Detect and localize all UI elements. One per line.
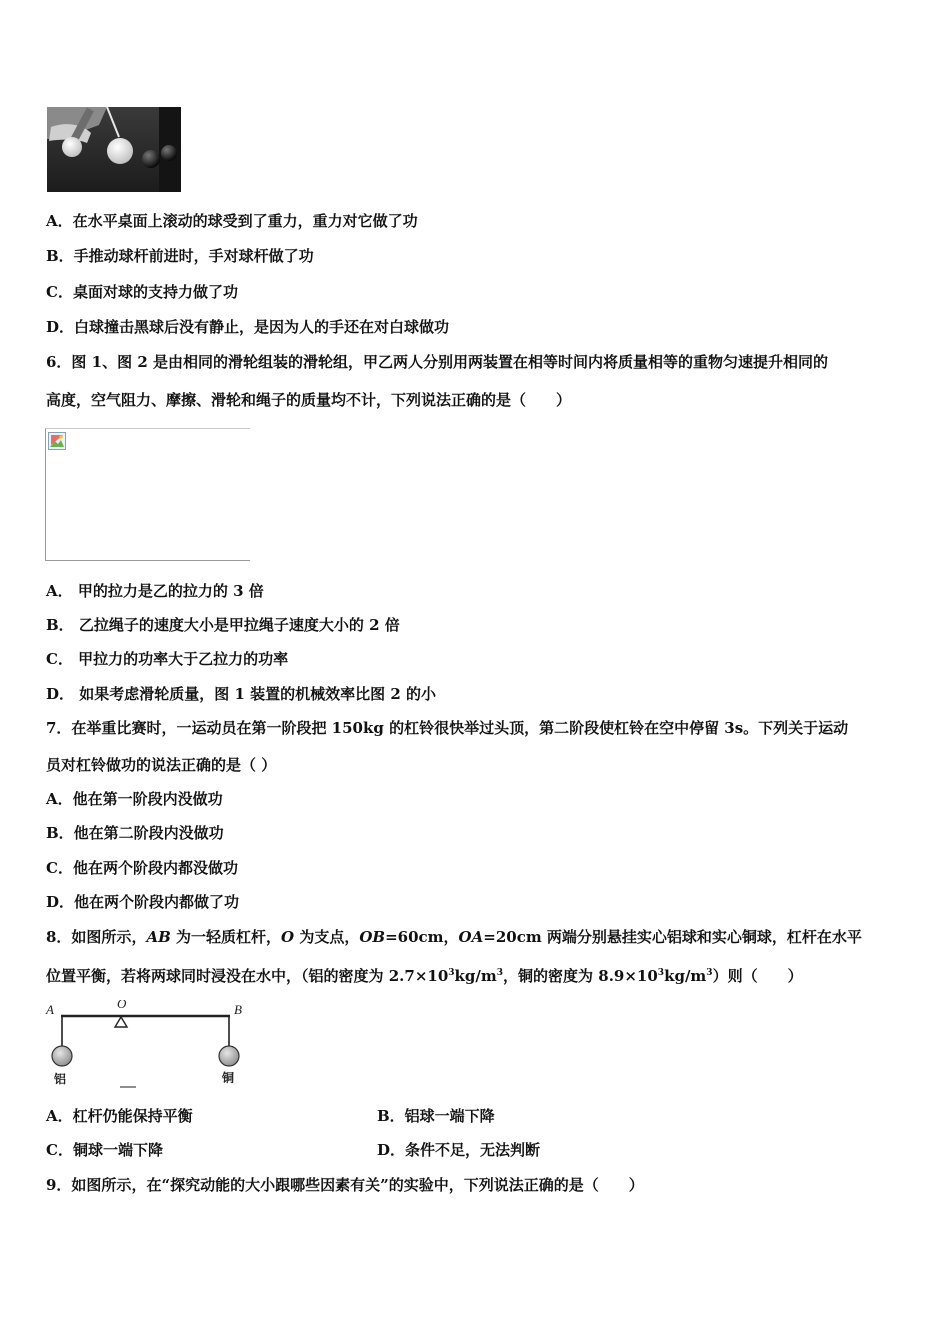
q8-text: kg/m	[454, 967, 497, 985]
q8-text: 为一轻质杠杆，	[170, 928, 282, 946]
q8-text: 为支点，	[294, 928, 360, 946]
q6-stem-line2: 高度，空气阻力、摩擦、滑轮和绳子的质量均不计，下列说法正确的是（ ）	[46, 391, 572, 409]
q6-stem-line1: 6．图 1、图 2 是由相同的滑轮组装的滑轮组，甲乙两人分别用两装置在相等时间内将质量相等的重物匀速提升相同的	[46, 353, 828, 371]
q8-text: ）则（ ）	[712, 967, 803, 985]
billiards-photo	[47, 107, 181, 192]
label-b: B	[234, 1002, 242, 1017]
aluminum-ball	[52, 1046, 72, 1066]
q8-stem-line2	[46, 963, 803, 986]
q8-symbol-ob: OB	[359, 928, 386, 946]
q5-option-d: D．白球撞击黑球后没有静止，是因为人的手还在对白球做功	[46, 318, 450, 336]
pulley-figure-placeholder	[45, 428, 250, 561]
q8-exponent: 3	[448, 968, 455, 978]
q7-option-d: D．他在两个阶段内都做了功	[46, 893, 240, 911]
q8-symbol-o: O	[281, 928, 295, 946]
copper-ball	[219, 1046, 239, 1066]
q5-option-b: B．手推动球杆前进时，手对球杆做了功	[46, 247, 314, 265]
q5-option-a: A．在水平桌面上滚动的球受到了重力，重力对它做了功	[46, 212, 418, 230]
q6-option-b: B． 乙拉绳子的速度大小是甲拉绳子速度大小的 2 倍	[46, 616, 400, 634]
q8-exponent: 3	[706, 968, 713, 978]
q8-exponent: 3	[496, 968, 504, 978]
q8-text: kg/m	[664, 967, 707, 985]
label-aluminum: 铝	[54, 1072, 67, 1086]
label-copper: 铜	[222, 1071, 235, 1085]
q8-symbol-oa: OA	[458, 928, 484, 946]
q8-symbol-ab: AB	[146, 928, 171, 946]
q8-exponent: 3	[657, 968, 665, 978]
label-a: A	[46, 1002, 54, 1017]
q8-text: 位置平衡，若将两球同时浸没在水中，（铝的密度为 2.7×10	[46, 967, 449, 985]
q7-option-b: B．他在第二阶段内没做功	[46, 824, 224, 842]
q6-option-c: C． 甲拉力的功率大于乙拉力的功率	[46, 650, 289, 668]
fulcrum	[115, 1017, 127, 1027]
q8-option-d: D．条件不足，无法判断	[377, 1141, 541, 1159]
lever-diagram	[44, 1000, 254, 1092]
q5-option-c: C．桌面对球的支持力做了功	[46, 283, 238, 301]
q8-option-b: B．铝球一端下降	[377, 1107, 495, 1125]
lever-figure	[44, 1000, 254, 1092]
q9-stem-line1: 9．如图所示，在“探究动能的大小跟哪些因素有关”的实验中，下列说法正确的是（ ）	[46, 1176, 644, 1194]
broken-image-icon	[48, 432, 66, 450]
q8-text: =60cm，	[385, 928, 459, 946]
label-o: O	[117, 1000, 127, 1011]
q8-text: =20cm 两端分别悬挂实心铝球和实心铜球，杠杆在水平	[483, 928, 862, 946]
billiards-illustration	[47, 107, 181, 192]
q8-text: 8．如图所示，	[46, 928, 147, 946]
q8-stem-line1	[46, 927, 862, 947]
q7-stem-line2: 员对杠铃做功的说法正确的是（ ）	[46, 756, 277, 774]
q8-option-c: C．铜球一端下降	[46, 1141, 163, 1159]
q7-option-c: C．他在两个阶段内都没做功	[46, 859, 238, 877]
q8-text: ，铜的密度为 8.9×10	[503, 967, 658, 985]
q6-option-a: A． 甲的拉力是乙的拉力的 3 倍	[46, 582, 264, 600]
q8-option-a: A．杠杆仍能保持平衡	[46, 1107, 193, 1125]
q7-stem-line1: 7．在举重比赛时，一运动员在第一阶段把 150kg 的杠铃很快举过头顶，第二阶段使杠铃在空中停留 3s。下列关于运动	[46, 719, 849, 737]
q7-option-a: A．他在第一阶段内没做功	[46, 790, 223, 808]
q6-option-d: D． 如果考虑滑轮质量，图 1 装置的机械效率比图 2 的小	[46, 685, 436, 703]
